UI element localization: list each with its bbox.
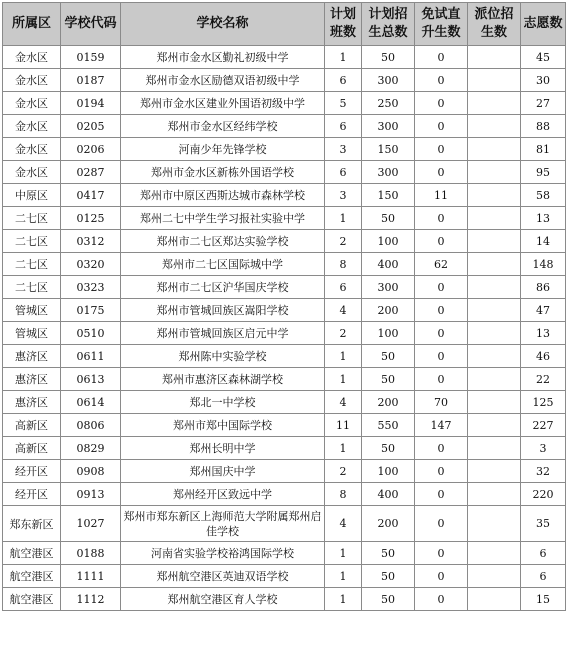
cell-school-name: 郑州市金水区新栋外国语学校	[121, 161, 325, 184]
cell-district: 惠济区	[3, 391, 61, 414]
table-row	[3, 483, 566, 506]
cell-school-code: 1112	[61, 588, 121, 611]
cell-lottery-count	[468, 345, 521, 368]
cell-planned-total: 50	[362, 46, 415, 69]
header-lottery-count: 派位招生数	[468, 3, 521, 46]
cell-school-code: 0613	[61, 368, 121, 391]
cell-district: 惠济区	[3, 368, 61, 391]
cell-lottery-count	[468, 46, 521, 69]
cell-planned-total: 50	[362, 588, 415, 611]
cell-exempt-count: 70	[415, 391, 468, 414]
cell-school-code: 0913	[61, 483, 121, 506]
cell-exempt-count: 147	[415, 414, 468, 437]
cell-planned-classes: 6	[325, 161, 362, 184]
cell-lottery-count	[468, 253, 521, 276]
cell-planned-classes: 2	[325, 460, 362, 483]
header-school-code: 学校代码	[61, 3, 121, 46]
cell-school-name: 郑州市管城回族区启元中学	[121, 322, 325, 345]
cell-planned-total: 300	[362, 161, 415, 184]
header-school-name: 学校名称	[121, 3, 325, 46]
cell-planned-classes: 3	[325, 138, 362, 161]
cell-school-name: 郑州市金水区励德双语初级中学	[121, 69, 325, 92]
cell-school-code: 0806	[61, 414, 121, 437]
header-planned-classes: 计划班数	[325, 3, 362, 46]
cell-planned-total: 200	[362, 391, 415, 414]
cell-school-code: 0175	[61, 299, 121, 322]
cell-district: 金水区	[3, 115, 61, 138]
cell-planned-classes: 1	[325, 46, 362, 69]
cell-district: 惠济区	[3, 345, 61, 368]
cell-planned-total: 50	[362, 345, 415, 368]
cell-planned-total: 150	[362, 184, 415, 207]
cell-district: 中原区	[3, 184, 61, 207]
cell-applications: 6	[521, 565, 566, 588]
table-row	[3, 565, 566, 588]
cell-planned-total: 100	[362, 460, 415, 483]
cell-exempt-count: 0	[415, 161, 468, 184]
cell-planned-classes: 4	[325, 506, 362, 542]
cell-exempt-count: 0	[415, 138, 468, 161]
cell-planned-total: 300	[362, 115, 415, 138]
cell-planned-total: 400	[362, 483, 415, 506]
table-row	[3, 253, 566, 276]
cell-planned-total: 50	[362, 542, 415, 565]
cell-lottery-count	[468, 565, 521, 588]
cell-planned-total: 550	[362, 414, 415, 437]
table-row	[3, 46, 566, 69]
cell-district: 金水区	[3, 92, 61, 115]
cell-lottery-count	[468, 276, 521, 299]
cell-school-name: 郑州陈中实验学校	[121, 345, 325, 368]
cell-school-name: 郑州二七中学生学习报社实验中学	[121, 207, 325, 230]
cell-applications: 148	[521, 253, 566, 276]
table-row	[3, 460, 566, 483]
cell-school-code: 0417	[61, 184, 121, 207]
cell-school-name: 郑州市二七区沪华国庆学校	[121, 276, 325, 299]
cell-exempt-count: 0	[415, 565, 468, 588]
cell-planned-classes: 8	[325, 253, 362, 276]
cell-school-name: 河南省实验学校裕鸿国际学校	[121, 542, 325, 565]
cell-applications: 13	[521, 322, 566, 345]
cell-school-code: 0510	[61, 322, 121, 345]
table-row	[3, 92, 566, 115]
cell-exempt-count: 0	[415, 588, 468, 611]
cell-exempt-count: 11	[415, 184, 468, 207]
cell-district: 二七区	[3, 253, 61, 276]
cell-lottery-count	[468, 322, 521, 345]
cell-lottery-count	[468, 588, 521, 611]
cell-school-code: 1111	[61, 565, 121, 588]
cell-planned-total: 50	[362, 437, 415, 460]
cell-planned-total: 50	[362, 368, 415, 391]
cell-school-name: 郑州市二七区郑达实验学校	[121, 230, 325, 253]
cell-district: 郑东新区	[3, 506, 61, 542]
cell-applications: 81	[521, 138, 566, 161]
cell-applications: 88	[521, 115, 566, 138]
cell-district: 金水区	[3, 138, 61, 161]
cell-district: 经开区	[3, 483, 61, 506]
cell-exempt-count: 0	[415, 207, 468, 230]
cell-applications: 227	[521, 414, 566, 437]
cell-applications: 30	[521, 69, 566, 92]
cell-exempt-count: 0	[415, 46, 468, 69]
cell-school-code: 0206	[61, 138, 121, 161]
table-row	[3, 345, 566, 368]
cell-exempt-count: 0	[415, 483, 468, 506]
cell-school-code: 0188	[61, 542, 121, 565]
cell-district: 管城区	[3, 299, 61, 322]
cell-applications: 3	[521, 437, 566, 460]
cell-exempt-count: 0	[415, 69, 468, 92]
cell-lottery-count	[468, 368, 521, 391]
cell-planned-classes: 1	[325, 542, 362, 565]
cell-school-name: 郑州市郑东新区上海师范大学附属郑州启佳学校	[121, 506, 325, 542]
cell-district: 二七区	[3, 276, 61, 299]
cell-applications: 27	[521, 92, 566, 115]
cell-planned-total: 400	[362, 253, 415, 276]
cell-planned-total: 300	[362, 69, 415, 92]
table-row	[3, 506, 566, 542]
cell-exempt-count: 0	[415, 368, 468, 391]
cell-district: 航空港区	[3, 565, 61, 588]
header-district: 所属区	[3, 3, 61, 46]
cell-school-name: 郑北一中学校	[121, 391, 325, 414]
cell-lottery-count	[468, 437, 521, 460]
cell-school-name: 郑州市中原区西斯达城市森林学校	[121, 184, 325, 207]
header-applications: 志愿数	[521, 3, 566, 46]
cell-district: 金水区	[3, 161, 61, 184]
cell-planned-total: 300	[362, 276, 415, 299]
header-row	[3, 3, 566, 46]
table-header	[3, 3, 566, 46]
cell-planned-classes: 1	[325, 565, 362, 588]
cell-school-name: 郑州市金水区建业外国语初级中学	[121, 92, 325, 115]
cell-planned-classes: 6	[325, 115, 362, 138]
cell-exempt-count: 0	[415, 276, 468, 299]
cell-district: 高新区	[3, 414, 61, 437]
cell-planned-total: 100	[362, 230, 415, 253]
cell-district: 管城区	[3, 322, 61, 345]
cell-applications: 6	[521, 542, 566, 565]
cell-school-name: 郑州经开区致远中学	[121, 483, 325, 506]
cell-planned-total: 100	[362, 322, 415, 345]
cell-exempt-count: 0	[415, 92, 468, 115]
cell-school-code: 0287	[61, 161, 121, 184]
table-row	[3, 588, 566, 611]
cell-lottery-count	[468, 115, 521, 138]
cell-planned-total: 50	[362, 207, 415, 230]
cell-applications: 95	[521, 161, 566, 184]
cell-school-name: 郑州市管城回族区嵩阳学校	[121, 299, 325, 322]
cell-school-code: 0187	[61, 69, 121, 92]
cell-planned-total: 200	[362, 506, 415, 542]
cell-planned-classes: 5	[325, 92, 362, 115]
cell-planned-classes: 6	[325, 69, 362, 92]
cell-planned-total: 200	[362, 299, 415, 322]
table-row	[3, 276, 566, 299]
header-exempt-count: 免试直升生数	[415, 3, 468, 46]
table-row	[3, 230, 566, 253]
table-body	[3, 46, 566, 611]
cell-planned-classes: 2	[325, 322, 362, 345]
cell-school-code: 0908	[61, 460, 121, 483]
cell-exempt-count: 0	[415, 437, 468, 460]
cell-district: 航空港区	[3, 542, 61, 565]
cell-exempt-count: 0	[415, 230, 468, 253]
cell-lottery-count	[468, 506, 521, 542]
table-row	[3, 184, 566, 207]
cell-applications: 47	[521, 299, 566, 322]
cell-district: 二七区	[3, 207, 61, 230]
cell-planned-classes: 1	[325, 207, 362, 230]
cell-planned-classes: 1	[325, 345, 362, 368]
cell-district: 二七区	[3, 230, 61, 253]
cell-applications: 35	[521, 506, 566, 542]
cell-applications: 14	[521, 230, 566, 253]
cell-applications: 32	[521, 460, 566, 483]
cell-school-name: 郑州航空港区育人学校	[121, 588, 325, 611]
cell-applications: 86	[521, 276, 566, 299]
cell-school-code: 0611	[61, 345, 121, 368]
cell-school-name: 郑州市金水区勤礼初级中学	[121, 46, 325, 69]
cell-school-code: 0194	[61, 92, 121, 115]
header-planned-total: 计划招生总数	[362, 3, 415, 46]
cell-planned-classes: 1	[325, 437, 362, 460]
cell-school-code: 0320	[61, 253, 121, 276]
cell-lottery-count	[468, 161, 521, 184]
cell-planned-classes: 1	[325, 368, 362, 391]
cell-applications: 22	[521, 368, 566, 391]
cell-lottery-count	[468, 460, 521, 483]
cell-planned-classes: 8	[325, 483, 362, 506]
table-row	[3, 299, 566, 322]
cell-school-name: 河南少年先锋学校	[121, 138, 325, 161]
cell-planned-classes: 1	[325, 588, 362, 611]
table-row	[3, 542, 566, 565]
cell-district: 高新区	[3, 437, 61, 460]
cell-lottery-count	[468, 184, 521, 207]
cell-applications: 46	[521, 345, 566, 368]
cell-applications: 45	[521, 46, 566, 69]
cell-district: 航空港区	[3, 588, 61, 611]
table-row	[3, 69, 566, 92]
table-row	[3, 414, 566, 437]
cell-exempt-count: 0	[415, 322, 468, 345]
table-row	[3, 115, 566, 138]
cell-school-code: 0323	[61, 276, 121, 299]
cell-planned-classes: 4	[325, 391, 362, 414]
cell-school-name: 郑州市郑中国际学校	[121, 414, 325, 437]
cell-school-name: 郑州市二七区国际城中学	[121, 253, 325, 276]
cell-exempt-count: 0	[415, 460, 468, 483]
cell-lottery-count	[468, 542, 521, 565]
cell-planned-classes: 11	[325, 414, 362, 437]
cell-school-code: 0125	[61, 207, 121, 230]
cell-lottery-count	[468, 299, 521, 322]
cell-lottery-count	[468, 230, 521, 253]
cell-school-name: 郑州市惠济区森林湖学校	[121, 368, 325, 391]
cell-planned-classes: 3	[325, 184, 362, 207]
table-row	[3, 391, 566, 414]
cell-lottery-count	[468, 138, 521, 161]
cell-school-name: 郑州航空港区英迪双语学校	[121, 565, 325, 588]
table-row	[3, 368, 566, 391]
cell-planned-total: 150	[362, 138, 415, 161]
cell-school-name: 郑州国庆中学	[121, 460, 325, 483]
cell-lottery-count	[468, 483, 521, 506]
cell-planned-classes: 4	[325, 299, 362, 322]
cell-exempt-count: 0	[415, 345, 468, 368]
cell-school-code: 0312	[61, 230, 121, 253]
cell-school-name: 郑州长明中学	[121, 437, 325, 460]
cell-school-name: 郑州市金水区经纬学校	[121, 115, 325, 138]
cell-district: 经开区	[3, 460, 61, 483]
cell-lottery-count	[468, 414, 521, 437]
cell-planned-classes: 6	[325, 276, 362, 299]
cell-school-code: 1027	[61, 506, 121, 542]
cell-planned-total: 50	[362, 565, 415, 588]
cell-applications: 13	[521, 207, 566, 230]
cell-applications: 125	[521, 391, 566, 414]
table-row	[3, 207, 566, 230]
cell-school-code: 0159	[61, 46, 121, 69]
cell-planned-classes: 2	[325, 230, 362, 253]
cell-lottery-count	[468, 92, 521, 115]
cell-school-code: 0829	[61, 437, 121, 460]
cell-exempt-count: 0	[415, 115, 468, 138]
cell-exempt-count: 62	[415, 253, 468, 276]
cell-exempt-count: 0	[415, 299, 468, 322]
cell-lottery-count	[468, 391, 521, 414]
cell-applications: 58	[521, 184, 566, 207]
table-row	[3, 138, 566, 161]
cell-exempt-count: 0	[415, 506, 468, 542]
cell-exempt-count: 0	[415, 542, 468, 565]
cell-lottery-count	[468, 207, 521, 230]
cell-applications: 15	[521, 588, 566, 611]
cell-school-code: 0205	[61, 115, 121, 138]
cell-lottery-count	[468, 69, 521, 92]
table-row	[3, 322, 566, 345]
cell-district: 金水区	[3, 69, 61, 92]
cell-district: 金水区	[3, 46, 61, 69]
cell-school-code: 0614	[61, 391, 121, 414]
table-row	[3, 437, 566, 460]
cell-planned-total: 250	[362, 92, 415, 115]
school-enrollment-table	[2, 2, 566, 611]
cell-applications: 220	[521, 483, 566, 506]
table-row	[3, 161, 566, 184]
